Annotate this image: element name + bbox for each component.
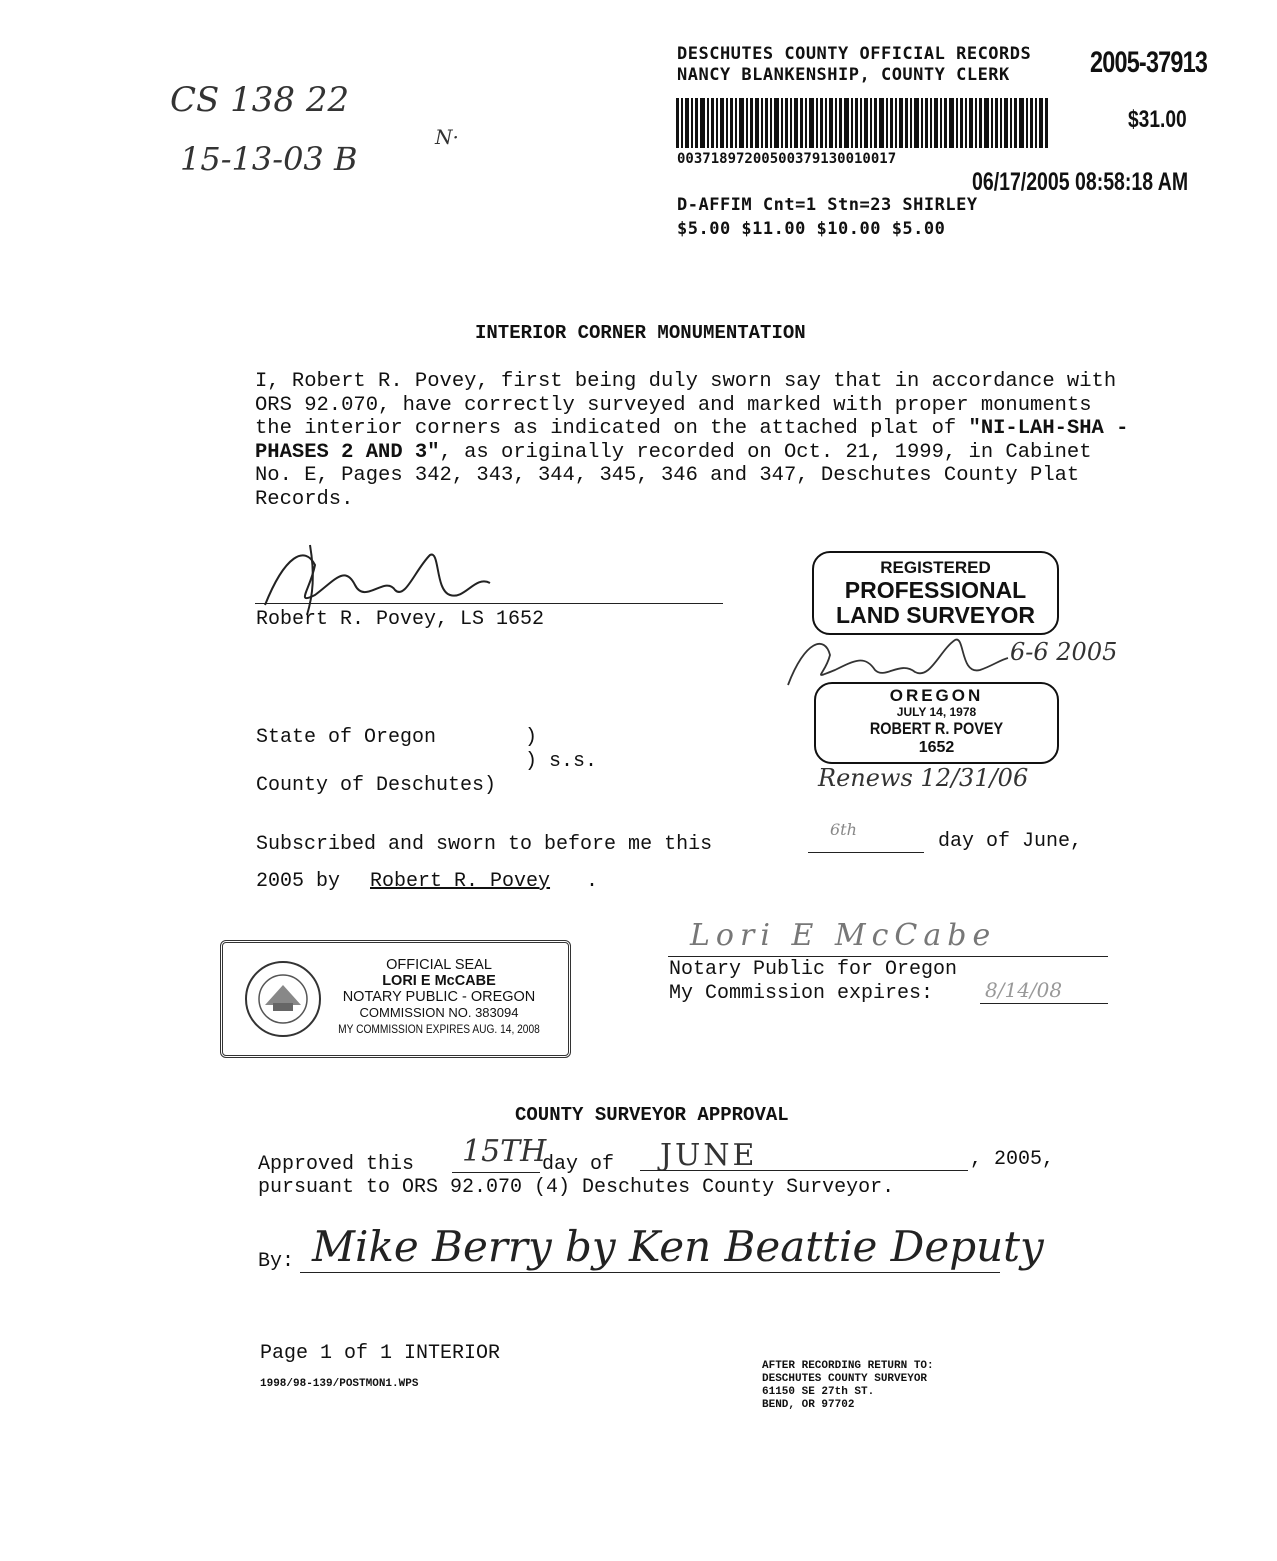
- approval-signature-line: [300, 1272, 1000, 1273]
- seal-notary-public: NOTARY PUBLIC - OREGON: [342, 989, 536, 1005]
- return-line-1: AFTER RECORDING RETURN TO:: [762, 1360, 934, 1372]
- approval-day-line: [452, 1172, 540, 1173]
- jurat-county: County of Deschutes): [256, 774, 497, 797]
- stamp-signature: [780, 630, 1010, 690]
- return-line-3: 61150 SE 27th ST.: [762, 1386, 875, 1398]
- approval-pursuant: pursuant to ORS 92.070 (4) Deschutes County Surveyor.: [258, 1176, 895, 1199]
- stamp-handwritten-date: 6-6 2005: [1010, 638, 1118, 666]
- approval-by-label: By:: [258, 1250, 295, 1273]
- notary-signature-line: [668, 956, 1108, 957]
- record-number: 2005-37913: [1090, 46, 1208, 79]
- affidavit-paragraph: [255, 370, 1135, 511]
- surveyor-stamp-bottom: [814, 682, 1059, 764]
- seal-commission-no: COMMISSION NO. 383094: [359, 1005, 519, 1020]
- stamp-number: 1652: [918, 739, 955, 756]
- stamp-professional: PROFESSIONAL: [844, 577, 1027, 603]
- page-footer: Page 1 of 1 INTERIOR: [260, 1342, 501, 1365]
- jurat-day-line: [808, 852, 924, 853]
- notary-seal-text: [319, 957, 559, 1037]
- file-reference: 1998/98-139/POSTMON1.WPS: [260, 1378, 419, 1390]
- stamp-name: ROBERT R. POVEY: [869, 719, 1004, 738]
- jurat-month: day of June,: [938, 830, 1083, 853]
- stamp-registered: REGISTERED: [880, 558, 991, 577]
- jurat-paren: ): [525, 726, 538, 749]
- approval-year: , 2005,: [970, 1148, 1055, 1171]
- barcode-number: 00371897200500379130010017: [677, 151, 897, 167]
- handwritten-note: N·: [435, 125, 459, 149]
- seal-expires: MY COMMISSION EXPIRES AUG. 14, 2008: [338, 1022, 540, 1036]
- seal-name: LORI E McCABE: [382, 973, 496, 989]
- notary-seal: [220, 940, 571, 1058]
- paragraph-text-1: I, Robert R. Povey, first being duly sworn say that in accordance with ORS 92.070, have correctly surveyed and marked with proper monuments the interior corners as indicated on the attached plat of: [255, 370, 1117, 440]
- approval-day-value: 15TH: [462, 1134, 547, 1169]
- notary-title: Notary Public for Oregon: [669, 958, 958, 981]
- surveyor-name-label: Robert R. Povey, LS 1652: [256, 608, 545, 631]
- jurat-period: .: [586, 870, 599, 893]
- surveyor-signature-line: [255, 603, 723, 604]
- stamp-reg-date: JULY 14, 1978: [896, 705, 977, 719]
- approval-month-line: [640, 1170, 968, 1171]
- approval-title: COUNTY SURVEYOR APPROVAL: [515, 1104, 789, 1126]
- jurat-day-value: 6th: [830, 820, 857, 839]
- surveyor-stamp-top: [812, 551, 1059, 635]
- recording-clerk: NANCY BLANKENSHIP, COUNTY CLERK: [677, 65, 1010, 85]
- return-line-4: BEND, OR 97702: [762, 1399, 855, 1411]
- notary-expires-value: 8/14/08: [985, 978, 1063, 1002]
- approval-month-value: JUNE: [660, 1138, 758, 1173]
- return-line-2: DESCHUTES COUNTY SURVEYOR: [762, 1373, 928, 1385]
- oregon-state-seal: [243, 959, 323, 1039]
- total-fee: $31.00: [1128, 106, 1187, 133]
- handwritten-cs-number: CS 138 22: [170, 80, 350, 120]
- stamp-renews: Renews 12/31/06: [818, 764, 1029, 792]
- handwritten-map-ref: 15-13-03 B: [180, 140, 358, 178]
- stamp-land-surveyor: LAND SURVEYOR: [836, 602, 1035, 628]
- jurat-subscribed: Subscribed and sworn to before me this: [256, 833, 713, 856]
- document-line: D-AFFIM Cnt=1 Stn=23 SHIRLEY: [677, 195, 978, 215]
- jurat-ss: ) s.s.: [525, 750, 598, 773]
- barcode: [676, 98, 1048, 148]
- notary-signature: Lori E McCabe: [690, 918, 997, 953]
- seal-official: OFFICIAL SEAL: [386, 957, 492, 973]
- plat-name: "NI-LAH-SHA - PHASES 2 AND 3": [255, 417, 1129, 464]
- notary-expires-line: [980, 1003, 1108, 1004]
- recording-office: DESCHUTES COUNTY OFFICIAL RECORDS: [677, 44, 1032, 64]
- recording-datetime: 06/17/2005 08:58:18 AM: [972, 168, 1189, 196]
- affidavit-title: INTERIOR CORNER MONUMENTATION: [475, 322, 806, 344]
- jurat-signer-name: Robert R. Povey: [370, 870, 551, 893]
- approval-day-of: day of: [542, 1153, 615, 1176]
- paragraph-text-2: , as originally recorded on Oct. 21, 1999, in Cabinet No. E, Pages 342, 343, 344, 345, 346 and 347, Deschutes County Plat Records.: [255, 440, 1092, 511]
- approval-signature: Mike Berry by Ken Beattie Deputy: [312, 1222, 1044, 1271]
- jurat-year-by: 2005 by: [256, 870, 341, 893]
- fees-line: $5.00 $11.00 $10.00 $5.00: [677, 219, 946, 239]
- return-address-block: [762, 1360, 934, 1412]
- approved-this: Approved this: [258, 1153, 415, 1176]
- stamp-state: OREGON: [889, 686, 984, 705]
- notary-expires-label: My Commission expires:: [669, 982, 934, 1005]
- jurat-state: State of Oregon: [256, 726, 437, 749]
